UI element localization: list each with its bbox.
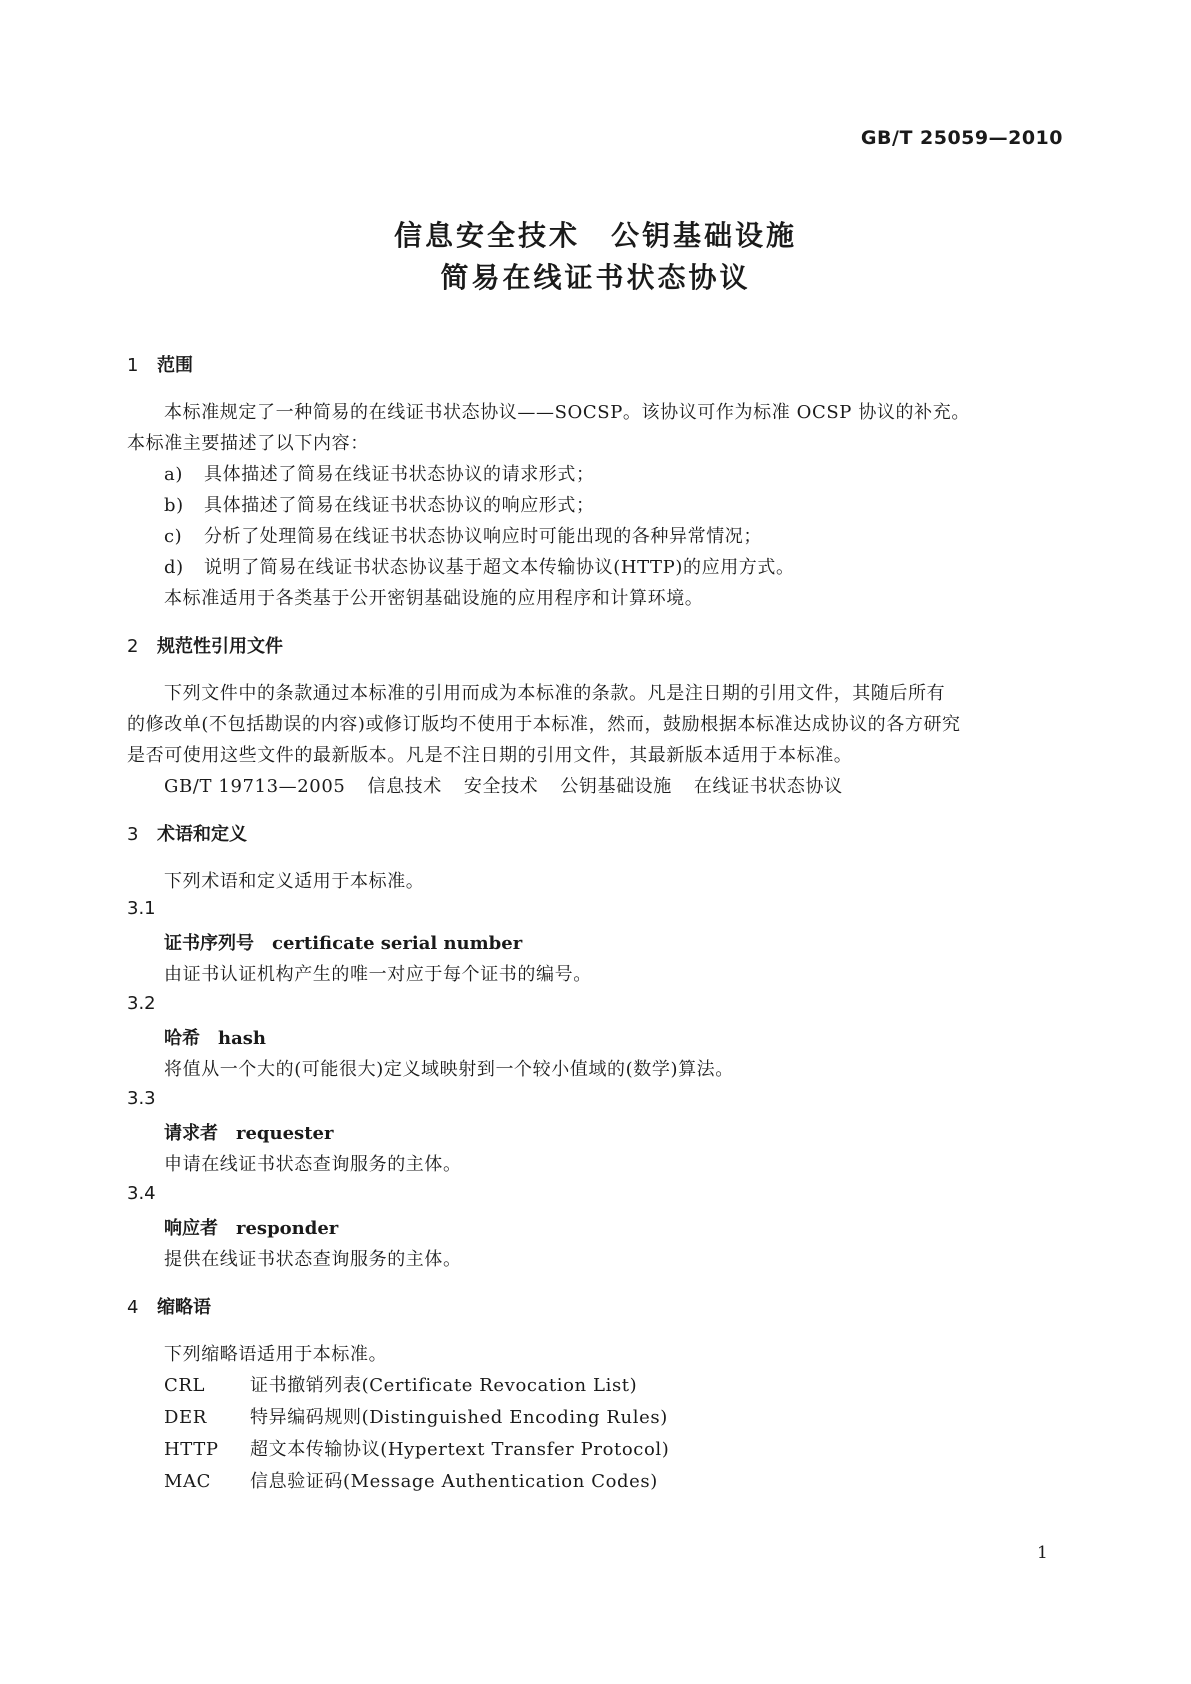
section-1-para1-line1: 本标准规定了一种简易的在线证书状态协议——SOCSP。该协议可作为标准 OCSP 协议的补充。 xyxy=(164,402,970,423)
abbreviation-meaning: 特异编码规则(Distinguished Encoding Rules) xyxy=(250,1407,668,1428)
section-2-line3: 是否可使用这些文件的最新版本。凡是不注日期的引用文件，其最新版本适用于本标准。 xyxy=(127,745,853,766)
section-4-intro: 下列缩略语适用于本标准。 xyxy=(164,1344,388,1365)
term-en: certificate serial number xyxy=(272,933,523,954)
term-number: 3.4 xyxy=(127,1183,156,1204)
section-number: 4 xyxy=(127,1297,139,1318)
section-number: 1 xyxy=(127,355,139,376)
list-label: c) xyxy=(164,526,183,547)
term-definition: 由证书认证机构产生的唯一对应于每个证书的编号。 xyxy=(164,964,592,985)
section-1-para2: 本标准适用于各类基于公开密钥基础设施的应用程序和计算环境。 xyxy=(164,588,704,609)
term-number: 3.2 xyxy=(127,993,156,1014)
reference-part: 公钥基础设施 xyxy=(560,776,672,797)
section-3-heading xyxy=(127,820,247,846)
abbreviation-code: HTTP xyxy=(164,1439,219,1460)
term-en: responder xyxy=(236,1218,339,1239)
abbreviation-code: MAC xyxy=(164,1471,212,1492)
abbreviation-row xyxy=(164,1467,658,1493)
abbreviation-code: DER xyxy=(164,1407,207,1428)
term-number: 3.3 xyxy=(127,1088,156,1109)
term-definition: 将值从一个大的(可能很大)定义域映射到一个较小值域的(数学)算法。 xyxy=(164,1059,734,1080)
list-item xyxy=(164,522,762,548)
term-number: 3.1 xyxy=(127,898,156,919)
term-zh: 证书序列号 xyxy=(164,933,254,954)
section-title: 术语和定义 xyxy=(157,824,247,845)
list-item xyxy=(164,460,595,486)
section-title: 缩略语 xyxy=(157,1297,211,1318)
list-label: a) xyxy=(164,464,183,485)
term-title xyxy=(164,1119,333,1145)
reference-part: 安全技术 xyxy=(463,776,539,797)
document-title-line2: 简易在线证书状态协议 xyxy=(440,261,751,294)
term-en: hash xyxy=(218,1028,266,1049)
document-title-line1: 信息安全技术 公钥基础设施 xyxy=(393,219,797,252)
section-title: 范围 xyxy=(157,355,193,376)
term-title xyxy=(164,1214,338,1240)
page-number: 1 xyxy=(1037,1543,1048,1563)
section-4-heading xyxy=(127,1293,211,1319)
section-1-para1-line2: 本标准主要描述了以下内容： xyxy=(127,433,369,454)
section-number: 2 xyxy=(127,636,139,657)
normative-reference xyxy=(164,772,843,798)
abbreviation-row xyxy=(164,1371,637,1397)
section-3-intro: 下列术语和定义适用于本标准。 xyxy=(164,871,425,892)
list-text: 分析了处理简易在线证书状态协议响应时可能出现的各种异常情况； xyxy=(204,526,762,547)
term-zh: 哈希 xyxy=(164,1028,200,1049)
reference-code: GB/T 19713—2005 xyxy=(164,776,346,797)
term-zh: 请求者 xyxy=(164,1123,218,1144)
list-text: 具体描述了简易在线证书状态协议的响应形式； xyxy=(204,495,595,516)
section-title: 规范性引用文件 xyxy=(157,636,283,657)
section-2-line2: 的修改单(不包括勘误的内容)或修订版均不使用于本标准，然而，鼓励根据本标准达成协议的各方研究 xyxy=(127,714,961,735)
reference-part: 信息技术 xyxy=(367,776,442,797)
term-en: requester xyxy=(236,1123,334,1144)
abbreviation-meaning: 证书撤销列表(Certificate Revocation List) xyxy=(250,1375,638,1396)
section-1-heading xyxy=(127,351,193,377)
abbreviation-meaning: 超文本传输协议(Hypertext Transfer Protocol) xyxy=(250,1439,670,1460)
section-2-heading xyxy=(127,632,283,658)
abbreviation-row xyxy=(164,1435,669,1461)
section-2-line1: 下列文件中的条款通过本标准的引用而成为本标准的条款。凡是注日期的引用文件，其随后所有 xyxy=(164,683,946,704)
list-text: 具体描述了简易在线证书状态协议的请求形式； xyxy=(204,464,595,485)
abbreviation-meaning: 信息验证码(Message Authentication Codes) xyxy=(250,1471,658,1492)
list-label: d) xyxy=(164,557,184,578)
term-definition: 提供在线证书状态查询服务的主体。 xyxy=(164,1249,462,1270)
term-zh: 响应者 xyxy=(164,1218,218,1239)
reference-part: 在线证书状态协议 xyxy=(693,776,843,797)
term-title xyxy=(164,1024,266,1050)
abbreviation-row xyxy=(164,1403,668,1429)
abbreviation-code: CRL xyxy=(164,1375,206,1396)
section-number: 3 xyxy=(127,824,139,845)
list-label: b) xyxy=(164,495,184,516)
list-text: 说明了简易在线证书状态协议基于超文本传输协议(HTTP)的应用方式。 xyxy=(204,557,795,578)
term-definition: 申请在线证书状态查询服务的主体。 xyxy=(164,1154,462,1175)
term-title xyxy=(164,929,522,955)
list-item xyxy=(164,553,795,579)
list-item xyxy=(164,491,595,517)
standard-number: GB/T 25059—2010 xyxy=(860,127,1063,149)
